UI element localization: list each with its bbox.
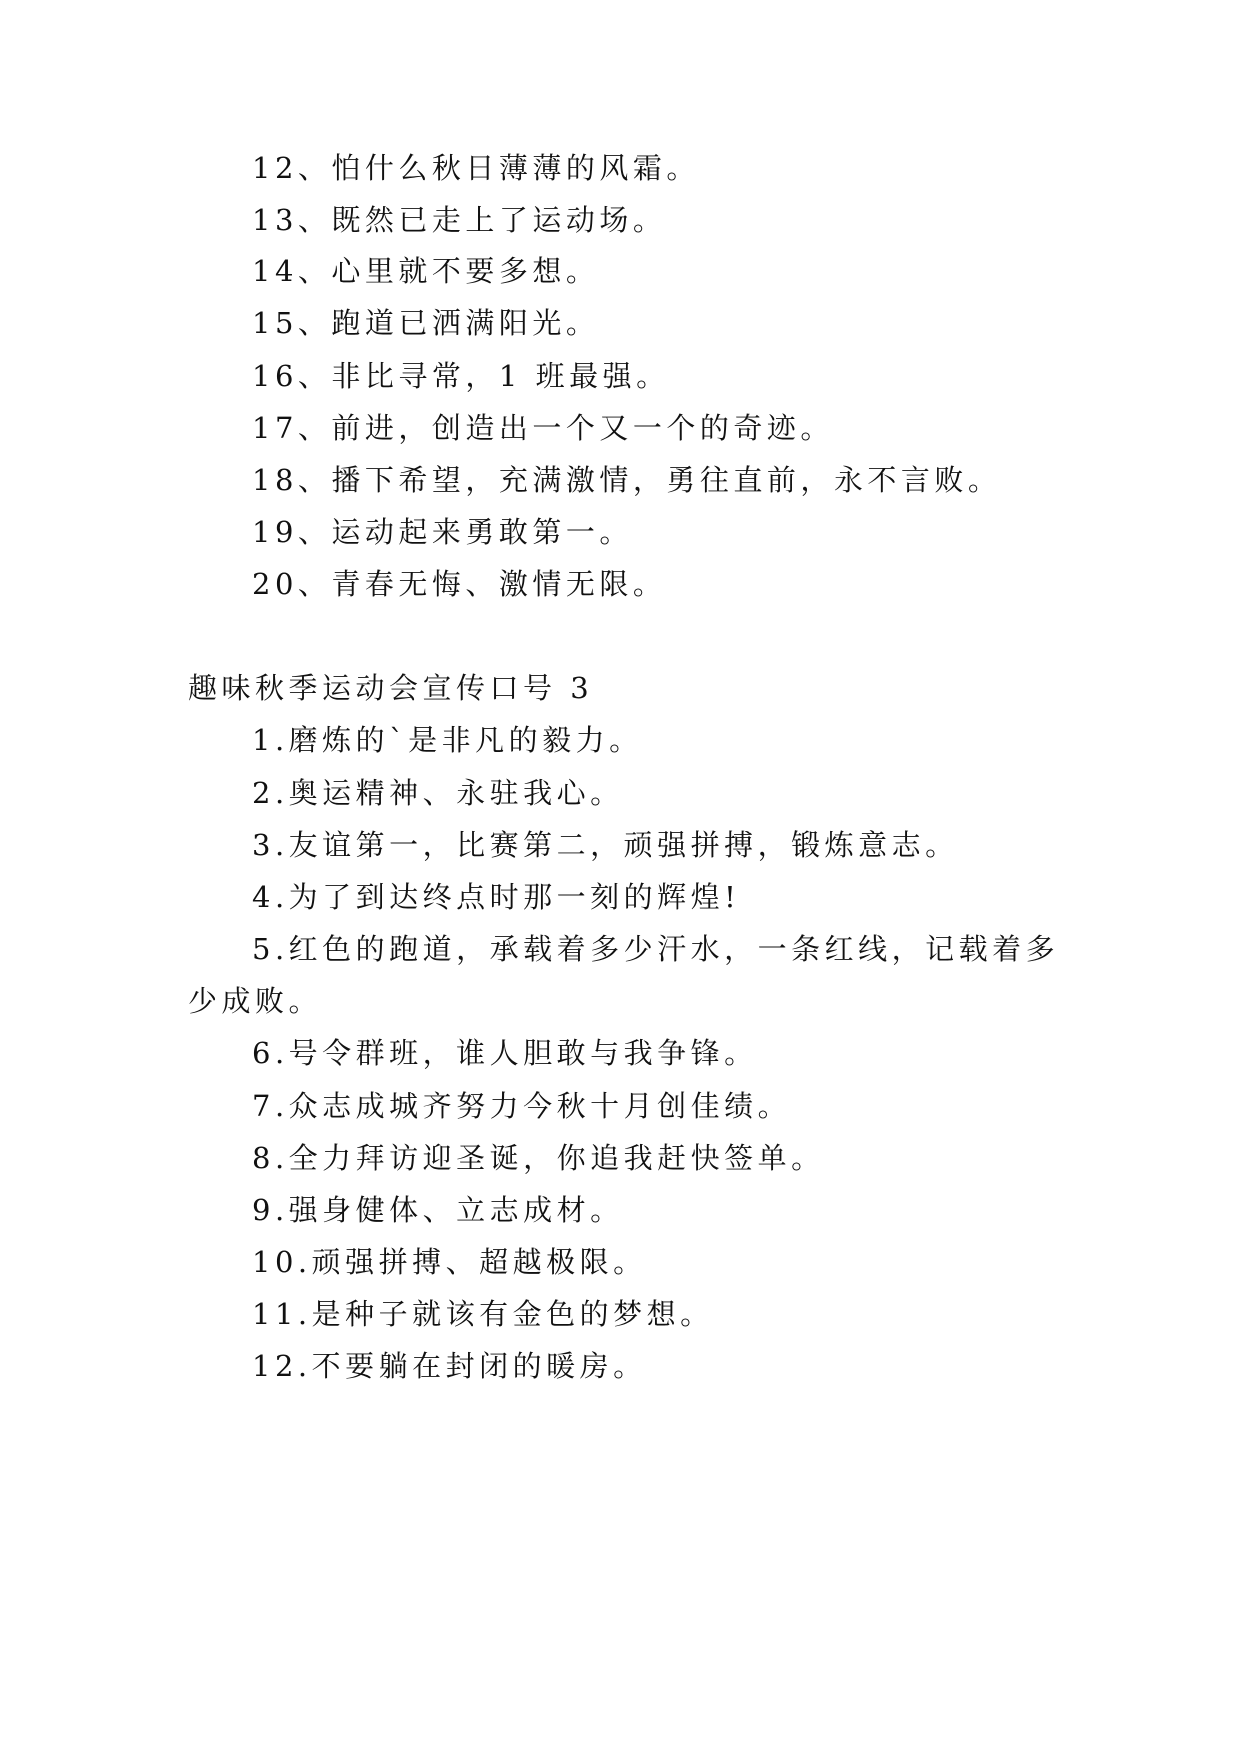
slogan-line: 13、既然已走上了运动场。	[252, 203, 667, 237]
slogan-line: 11.是种子就该有金色的梦想。	[252, 1297, 714, 1331]
slogan-line: 16、非比寻常，1 班最强。	[252, 359, 670, 393]
slogan-line: 10.顽强拼搏、超越极限。	[252, 1245, 647, 1279]
slogan-line: 9.强身健体、立志成材。	[252, 1193, 624, 1227]
slogan-line: 5.红色的跑道，承载着多少汗水，一条红线，记载着多	[252, 932, 1060, 966]
slogan-line: 20、青春无悔、激情无限。	[252, 567, 667, 601]
slogan-line: 12.不要躺在封闭的暖房。	[252, 1349, 647, 1383]
section-heading: 趣味秋季运动会宣传口号 3	[188, 671, 594, 705]
slogan-line: 3.友谊第一，比赛第二，顽强拼搏，锻炼意志。	[252, 828, 959, 862]
slogan-line-continuation: 少成败。	[188, 984, 323, 1018]
slogan-line: 1.磨炼的`是非凡的毅力。	[252, 723, 643, 757]
slogan-line: 14、心里就不要多想。	[252, 254, 600, 288]
slogan-line: 8.全力拜访迎圣诞，你追我赶快签单。	[252, 1141, 825, 1175]
slogan-line: 17、前进，创造出一个又一个的奇迹。	[252, 411, 834, 445]
slogan-line: 4.为了到达终点时那一刻的辉煌!	[252, 880, 741, 914]
slogan-line: 15、跑道已洒满阳光。	[252, 306, 600, 340]
slogan-line: 6.号令群班，谁人胆敢与我争锋。	[252, 1036, 758, 1070]
slogan-line: 7.众志成城齐努力今秋十月创佳绩。	[252, 1089, 792, 1123]
slogan-line: 19、运动起来勇敢第一。	[252, 515, 633, 549]
slogan-line: 2.奥运精神、永驻我心。	[252, 776, 624, 810]
slogan-line: 12、怕什么秋日薄薄的风霜。	[252, 151, 700, 185]
slogan-line: 18、播下希望，充满激情，勇往直前，永不言败。	[252, 463, 1002, 497]
